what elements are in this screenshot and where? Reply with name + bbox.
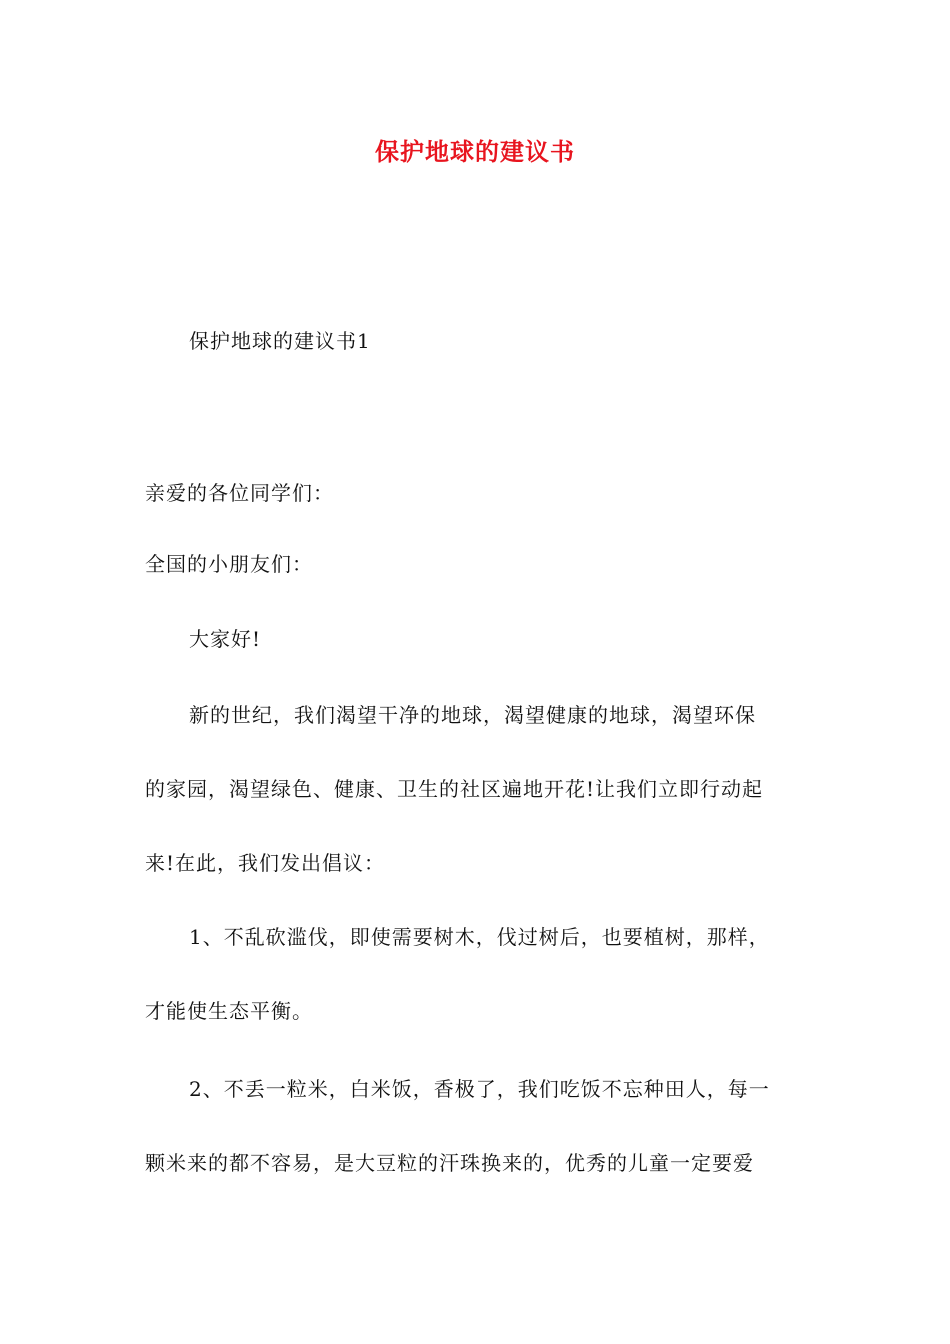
item-1-line-1: 1、不乱砍滥伐，即使需要树木，伐过树后，也要植树，那样，: [189, 925, 770, 949]
item-2-line-1: 2、不丢一粒米，白米饭，香极了，我们吃饭不忘种田人，每一: [189, 1077, 770, 1101]
paragraph-1-line-2: 的家园，渴望绿色、健康、卫生的社区遍地开花!让我们立即行动起: [145, 777, 764, 801]
greeting-classmates: 亲爱的各位同学们：: [145, 481, 334, 505]
item-2-line-2: 颗米来的都不容易，是大豆粒的汗珠换来的，优秀的儿童一定要爱: [145, 1151, 754, 1175]
document-title: 保护地球的建议书: [375, 137, 575, 166]
section-heading: 保护地球的建议书1: [189, 329, 371, 353]
paragraph-1-line-1: 新的世纪，我们渴望干净的地球，渴望健康的地球，渴望环保: [189, 703, 756, 727]
item-1-line-2: 才能使生态平衡。: [145, 999, 313, 1023]
salutation: 大家好!: [189, 627, 262, 651]
greeting-children: 全国的小朋友们：: [145, 552, 313, 576]
paragraph-1-line-3: 来!在此，我们发出倡议：: [145, 851, 386, 875]
